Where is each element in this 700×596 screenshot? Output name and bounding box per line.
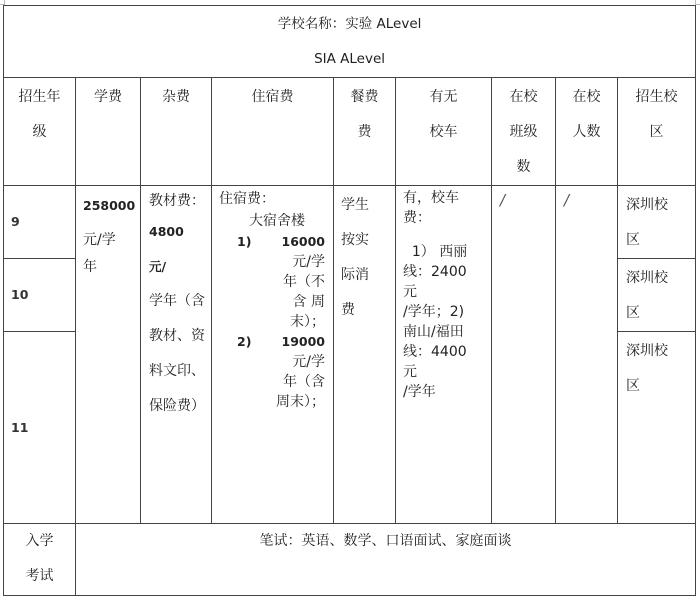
header-class-count [492, 78, 556, 186]
dorm-option-text [267, 332, 325, 412]
header-text: 级 [32, 124, 47, 140]
header-text: 学费 [94, 89, 122, 105]
dorm-option-line: 年（不 [283, 274, 325, 290]
exam-content-cell: 笔试：英语、数学、口语面试、家庭面谈 [76, 524, 696, 596]
school-bus-cell [396, 186, 492, 524]
campus-text: 区 [626, 378, 640, 394]
school-bus-line: 南山/福田 [403, 324, 464, 340]
misc-fee-cell [141, 186, 212, 524]
header-text: 餐费 [350, 89, 379, 105]
campus-cell [618, 332, 696, 524]
dorm-option-index: 2) [237, 334, 252, 349]
school-info-table [3, 5, 696, 596]
grade-cell: 10 [4, 259, 76, 332]
meal-fee-line: 按实 [341, 232, 369, 248]
header-text: 数 [516, 159, 531, 175]
header-text: 班级 [509, 124, 538, 140]
tuition-unit-cont: 年 [83, 259, 97, 275]
header-tuition [76, 78, 141, 186]
school-bus-line: 线：2400 元 [403, 264, 467, 300]
header-student-count [556, 78, 618, 186]
header-text: 杂费 [162, 89, 190, 105]
school-name-cn: 学校名称：实验 ALevel [277, 16, 422, 32]
grade-cell: 9 [4, 186, 76, 259]
header-text: 校车 [429, 124, 458, 140]
header-text: 招生校 [635, 89, 678, 105]
misc-fee-line: 料文印、 [149, 363, 205, 379]
school-name-cell [4, 6, 696, 78]
class-count-cell: / [492, 186, 556, 524]
campus-text: 深圳校 [626, 270, 668, 286]
school-bus-line: /学年；2) [403, 304, 465, 320]
misc-fee-line: 4800 元/ [149, 224, 184, 274]
grade-cell: 11 [4, 332, 76, 524]
exam-label-cell [4, 524, 76, 596]
header-text: 招生年 [18, 89, 61, 105]
campus-text: 区 [626, 232, 640, 248]
campus-text: 区 [626, 305, 640, 321]
misc-fee-line: 教材费： [149, 193, 205, 209]
campus-cell [618, 259, 696, 332]
meal-fee-line: 学生 [341, 197, 369, 213]
meal-fee-cell [334, 186, 396, 524]
meal-fee-line: 际消 [341, 267, 369, 283]
exam-label: 入学 [25, 533, 54, 549]
tuition-cell [76, 186, 141, 524]
misc-fee-line: 保险费） [149, 398, 205, 414]
title-row [4, 6, 696, 78]
school-bus-line: 有，校车 [403, 190, 459, 206]
exam-label: 考试 [25, 568, 54, 584]
header-row [4, 78, 696, 186]
campus-text: 深圳校 [626, 343, 668, 359]
dorm-option-line: 周末）； [276, 394, 325, 410]
header-text: 人数 [572, 124, 601, 140]
dorm-option-index: 1) [237, 234, 252, 249]
misc-fee-line: 教材、资 [149, 328, 205, 344]
misc-fee-line: 学年（含 [149, 293, 205, 309]
header-text: 住宿费 [251, 89, 294, 105]
campus-text: 深圳校 [626, 197, 668, 213]
header-meal-fee [334, 78, 396, 186]
header-text: 有无 [429, 89, 458, 105]
dorm-option-line: 年（含 [283, 374, 325, 390]
school-bus-line: /学年 [403, 384, 436, 400]
meal-fee-line: 费 [341, 302, 355, 318]
tuition-unit: 元/学 [83, 232, 116, 248]
school-bus-line: 费： [403, 210, 431, 226]
dorm-option-amount: 19000 [281, 334, 325, 349]
spacer [403, 228, 485, 242]
school-bus-line: 1） 西丽 [403, 244, 468, 260]
school-bus-line: 线：4400 元 [403, 344, 467, 380]
header-campus [618, 78, 696, 186]
table-row-grade-9 [4, 186, 696, 259]
header-school-bus [396, 78, 492, 186]
campus-cell [618, 186, 696, 259]
header-text: 在校 [572, 89, 601, 105]
header-grade [4, 78, 76, 186]
student-count-cell: / [556, 186, 618, 524]
dorm-building: 大宿舍楼 [249, 213, 305, 229]
dorm-option-2 [219, 332, 329, 412]
tuition-amount: 258000 [83, 198, 136, 213]
header-text: 费 [357, 124, 372, 140]
dorm-fee-cell [212, 186, 334, 524]
dorm-option-text [267, 232, 325, 332]
dorm-option-1 [219, 232, 329, 332]
school-name-en: SIA ALevel [314, 51, 386, 67]
dorm-option-line: 末）； [290, 314, 325, 330]
dorm-option-line: 元/学 [292, 254, 325, 270]
header-misc-fee [141, 78, 212, 186]
header-text: 区 [649, 124, 664, 140]
header-dorm-fee [212, 78, 334, 186]
exam-row [4, 524, 696, 596]
header-text: 在校 [509, 89, 538, 105]
dorm-fee-label: 住宿费： [219, 191, 275, 207]
dorm-option-line: 元/学 [292, 354, 325, 370]
dorm-option-amount: 16000 [281, 234, 325, 249]
dorm-option-line: 含 周 [292, 294, 325, 310]
